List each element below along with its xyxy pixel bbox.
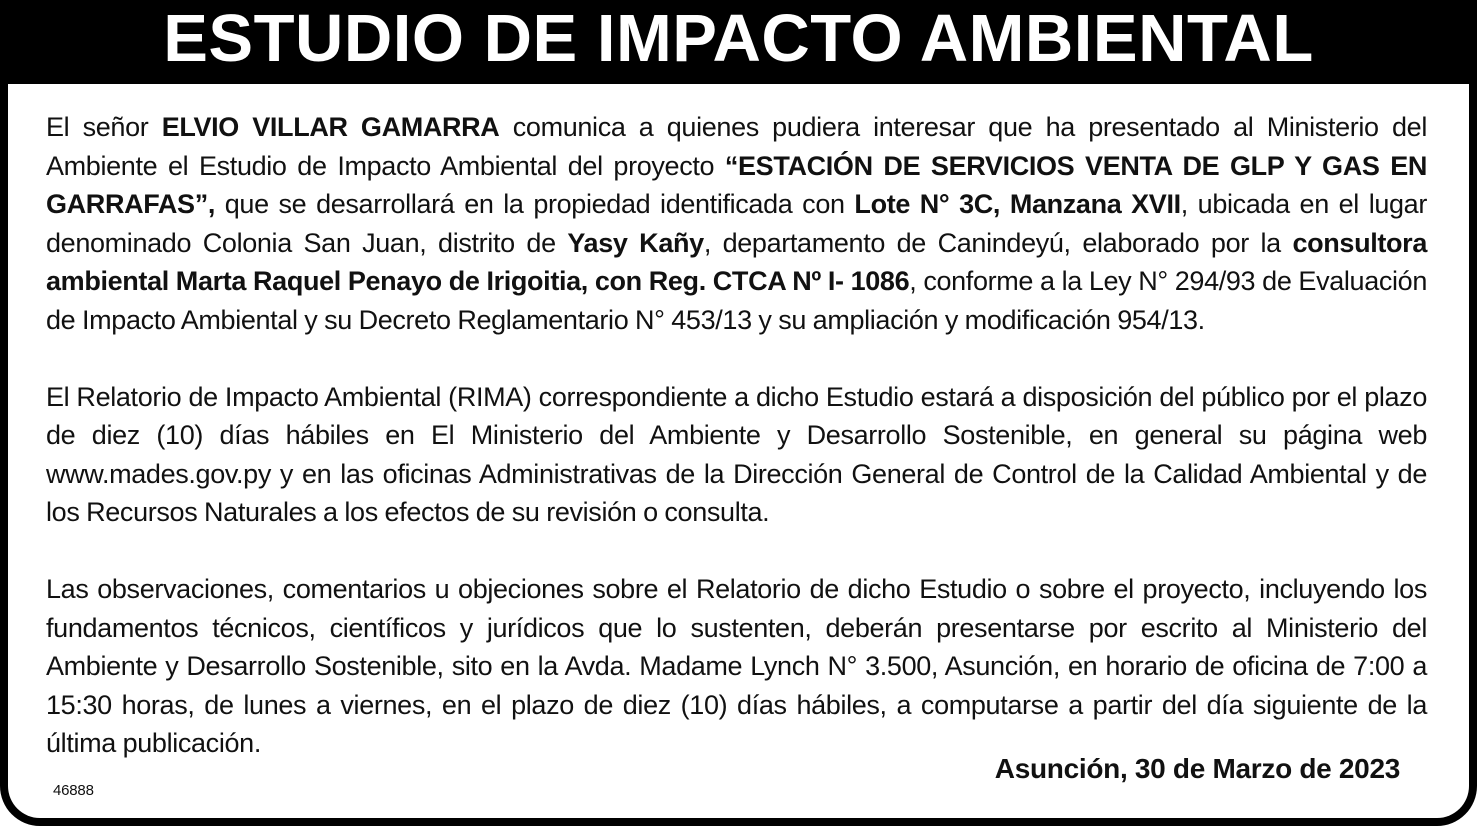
applicant-name: ELVIO VILLAR GAMARRA xyxy=(161,112,500,142)
paragraph-observations: Las observaciones, comentarios u objeciones sobre el Relatorio de dicho Estudio o sobre el proyecto, incluyendo los fundamentos técnicos, científicos y jurídicos que lo sustenten, deberán presentarse por escrito al Ministerio del Ambiente y Desarrollo Sostenible, sito en la Avda. Madame Lynch N° 3.500, Asunción, en horario de oficina de 7:00 a 15:30 horas, de lunes a viernes, en el plazo de diez (10) días hábiles, a computarse a partir del día siguiente de la última publicación. xyxy=(46,574,1427,758)
reference-number: 46888 xyxy=(53,782,94,799)
consultant-name: consultora ambiental Marta Raquel Penayo de Irigoitia, con Reg. CTCA Nº I- 1086 xyxy=(46,227,1428,296)
text-segment: , ubicada en el lugar denominado Colonia San Juan, distrito de xyxy=(46,189,1427,258)
district-name: Yasy Kañy xyxy=(567,227,704,258)
property-lot: Lote N° 3C, Manzana XVII xyxy=(854,189,1181,219)
notice-title: ESTUDIO DE IMPACTO AMBIENTAL xyxy=(163,1,1314,76)
paragraph-rima-availability: El Relatorio de Impacto Ambiental (RIMA) correspondiente a dicho Estudio estará a disposición del público por el plazo de diez (10) días hábiles en El Ministerio del Ambiente y Desarrollo Sostenible, en general su página web www.mades.gov.py y en las oficinas Administrativas de la Dirección General de Control de la Calidad Ambiental y de los Recursos Naturales a los efectos de su revisión o consulta. xyxy=(46,381,1427,527)
project-name: “ESTACIÓN DE SERVICIOS VENTA DE GLP Y GAS EN GARRAFAS”, xyxy=(46,150,1428,219)
notice-content xyxy=(46,108,1427,801)
text-segment: , departamento de Canindeyú, elaborado por la xyxy=(703,227,1293,258)
text-segment: comunica a quienes pudiera interesar que ha presentado al Ministerio del Ambiente el Estudio de Impacto Ambiental del proyecto xyxy=(46,112,1427,181)
date-line: Asunción, 30 de Marzo de 2023 xyxy=(994,753,1400,784)
title-bar xyxy=(0,0,1477,82)
text-segment: El señor xyxy=(46,112,162,142)
paragraph-announcement xyxy=(46,108,1427,339)
text-segment: que se desarrollará en la propiedad identificada con xyxy=(215,189,855,219)
text-segment: , conforme a la Ley N° 294/93 de Evaluación de Impacto Ambiental y su Decreto Reglamentario N° 453/13 y su ampliación y modificación 954/13. xyxy=(46,266,1427,335)
notice-body xyxy=(8,84,1469,818)
